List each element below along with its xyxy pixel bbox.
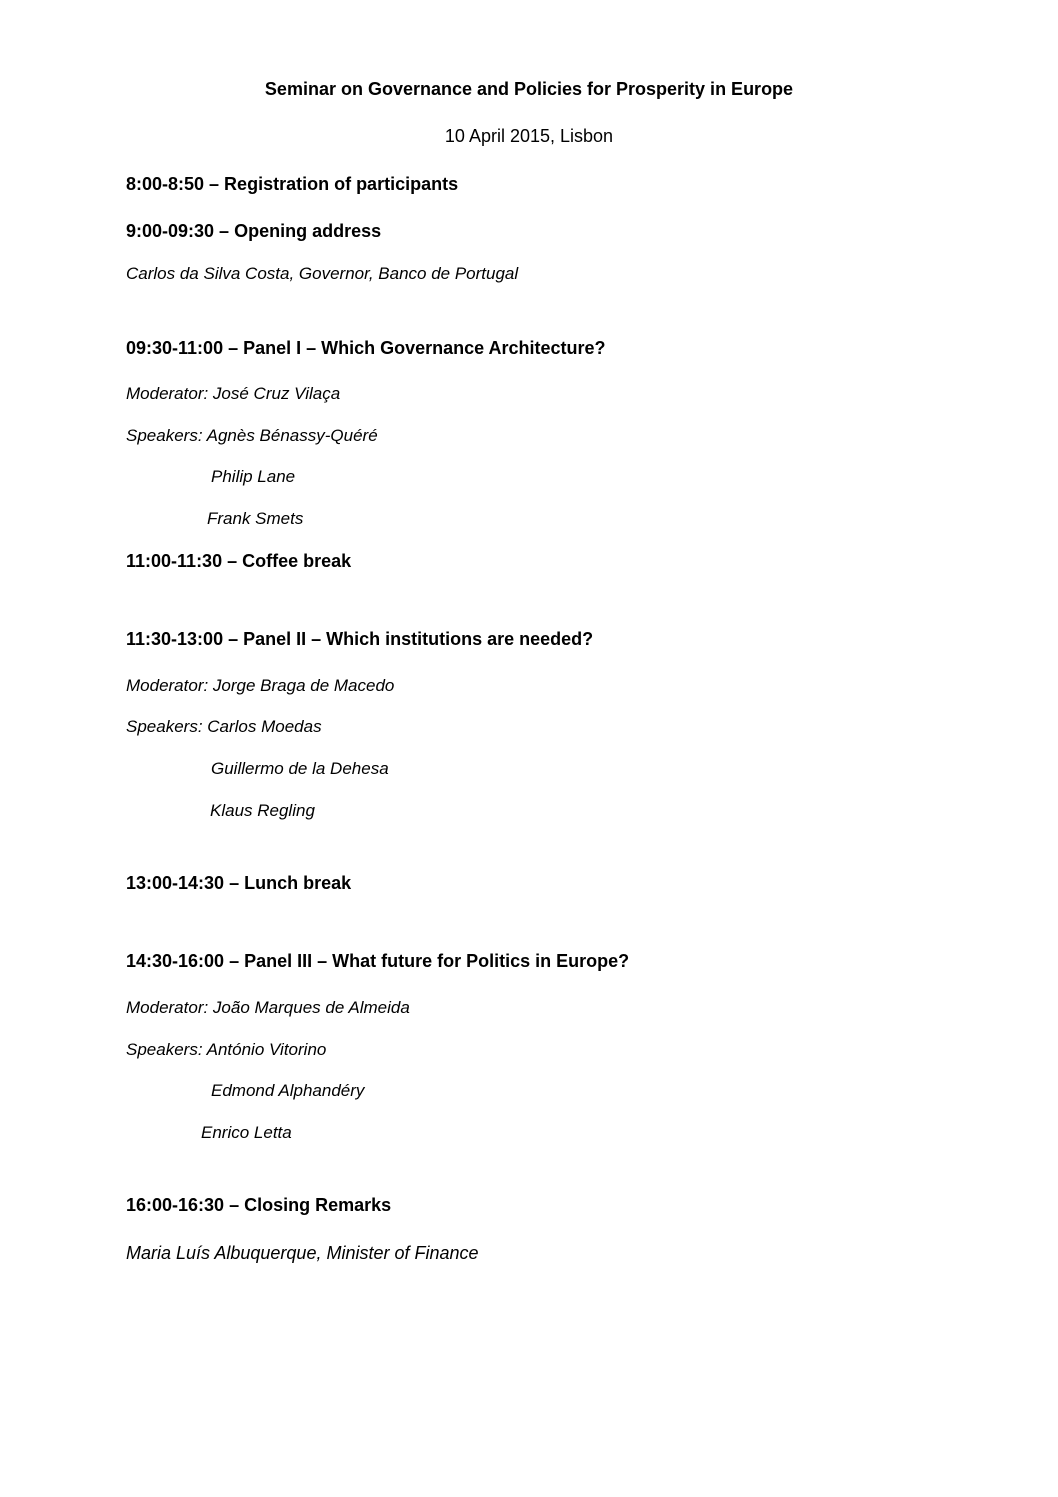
panel-2-moderator: Moderator: Jorge Braga de Macedo: [126, 676, 395, 695]
panel-2-speakers: Speakers: Carlos Moedas: [126, 717, 322, 736]
session-coffee-break: 11:00-11:30 – Coffee break: [126, 551, 352, 571]
panel-1-moderator: Moderator: José Cruz Vilaça: [126, 384, 341, 403]
session-closing-remarks: 16:00-16:30 – Closing Remarks: [126, 1195, 392, 1215]
session-registration: 8:00-8:50 – Registration of participants: [126, 174, 459, 194]
session-opening-address: 9:00-09:30 – Opening address: [126, 221, 382, 241]
panel-1-speakers: Speakers: Agnès Bénassy-Quéré: [126, 426, 378, 445]
opening-speaker: Carlos da Silva Costa, Governor, Banco de Portugal: [126, 264, 519, 283]
panel-3-speaker-3: Enrico Letta: [201, 1123, 292, 1142]
document-title: Seminar on Governance and Policies for Prosperity in Europe: [264, 79, 794, 99]
document-date: 10 April 2015, Lisbon: [444, 126, 614, 146]
session-panel-1: 09:30-11:00 – Panel I – Which Governance Architecture?: [126, 338, 606, 358]
panel-2-speaker-3: Klaus Regling: [210, 801, 315, 820]
panel-3-speakers: Speakers: António Vitorino: [126, 1040, 327, 1059]
panel-2-speaker-2: Guillermo de la Dehesa: [211, 759, 389, 778]
session-lunch-break: 13:00-14:30 – Lunch break: [126, 873, 352, 893]
session-panel-2: 11:30-13:00 – Panel II – Which institutions are needed?: [126, 629, 594, 649]
closing-speaker: Maria Luís Albuquerque, Minister of Finance: [126, 1243, 479, 1263]
panel-3-speaker-2: Edmond Alphandéry: [211, 1081, 365, 1100]
session-panel-3: 14:30-16:00 – Panel III – What future for Politics in Europe?: [126, 951, 630, 971]
panel-3-moderator: Moderator: João Marques de Almeida: [126, 998, 410, 1017]
panel-1-speaker-3: Frank Smets: [207, 509, 304, 528]
panel-1-speaker-2: Philip Lane: [211, 467, 296, 486]
